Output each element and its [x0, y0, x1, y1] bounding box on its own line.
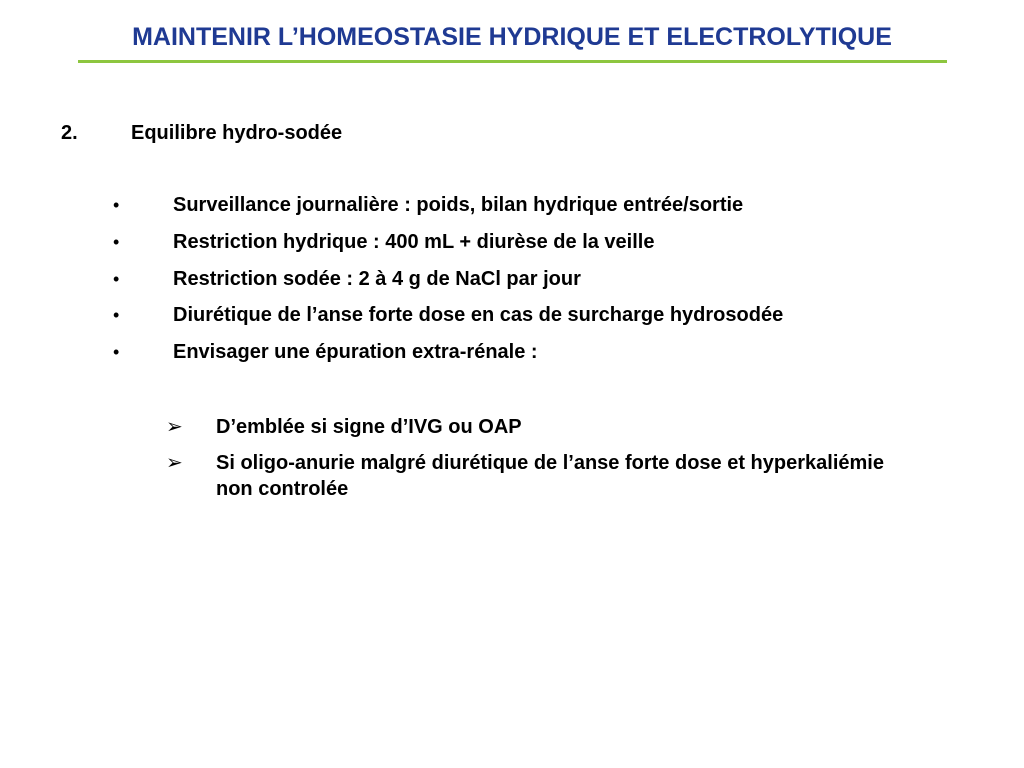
sub-bullet-text: D’emblée si signe d’IVG ou OAP: [216, 416, 522, 438]
bullet-text: Diurétique de l’anse forte dose en cas de surcharge hydrosodée: [173, 304, 784, 327]
bullet-icon: •: [113, 305, 120, 326]
section-label: Equilibre hydro-sodée: [131, 122, 343, 144]
list-item: [166, 450, 916, 502]
bullet-icon: •: [113, 231, 120, 252]
sub-bullet-text: Si oligo-anurie malgré diurétique de l’anse forte dose et hyperkaliémie non controlée: [216, 452, 884, 500]
slide-title: MAINTENIR L’HOMEOSTASIE HYDRIQUE ET ELECTROLYTIQUE: [132, 23, 892, 51]
sub-bullet-list: [166, 414, 916, 512]
bullet-text: Surveillance journalière : poids, bilan hydrique entrée/sortie: [173, 194, 744, 216]
list-item: [166, 414, 916, 440]
bullet-icon: •: [113, 268, 120, 289]
bullet-text: Restriction hydrique : 400 mL + diurèse de la veille: [173, 230, 655, 253]
arrow-bullet-icon: ➢: [166, 416, 183, 438]
bullet-text: Restriction sodée : 2 à 4 g de NaCl par jour: [173, 267, 581, 290]
title-underline: [78, 60, 947, 63]
section-number: 2.: [61, 122, 78, 144]
bullet-icon: •: [113, 195, 120, 215]
arrow-bullet-icon: ➢: [166, 452, 183, 474]
bullet-text: Envisager une épuration extra-rénale :: [173, 341, 538, 364]
bullet-icon: •: [113, 342, 120, 363]
